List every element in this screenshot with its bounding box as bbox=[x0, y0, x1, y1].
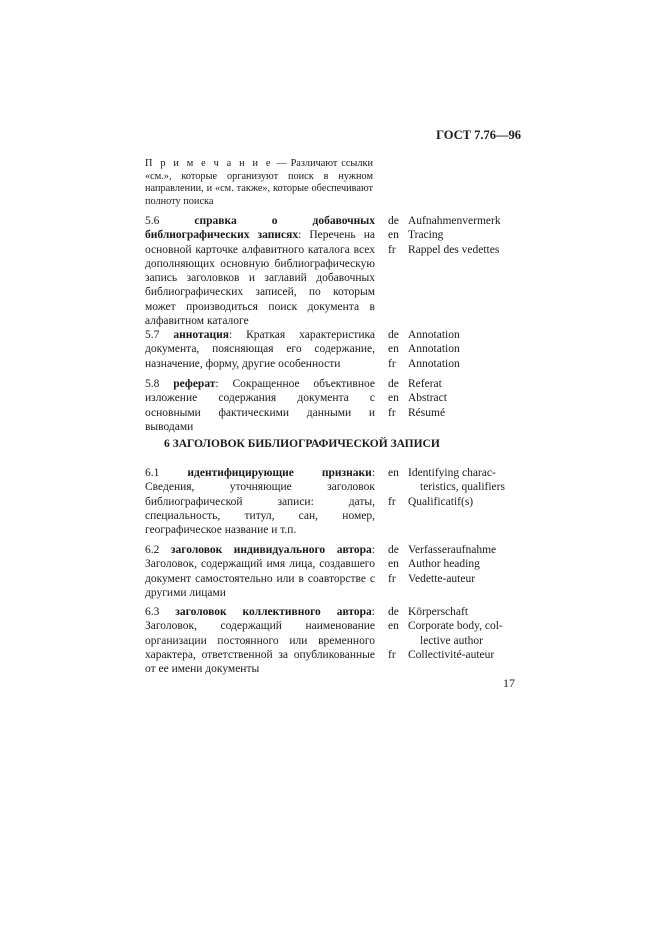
translation-de bbox=[388, 377, 518, 391]
translation-en bbox=[388, 391, 518, 405]
translation-en bbox=[388, 228, 518, 242]
translation-text: Verfasseraufnahme bbox=[408, 544, 497, 556]
lang-code: en bbox=[388, 558, 399, 571]
note-text: — Различают ссылки «см.», которые организуют поиск в нужном направлении, и «см. также», которые обеспечивают полноту поиска bbox=[145, 158, 373, 207]
translation-fr bbox=[388, 648, 518, 662]
entry-text: Перечень на основной карточке алфавитного каталога всех дополняющих основную библиографическую запись заголовков и заглавий добавочных библиографических записей, по которым может производиться поиск документа в алфавитном каталоге bbox=[145, 229, 375, 328]
lang-code: fr bbox=[388, 243, 396, 256]
lang-code: en bbox=[388, 229, 399, 242]
translation-text: Annotation bbox=[408, 357, 460, 370]
entry-translations bbox=[388, 328, 518, 371]
translation-en bbox=[388, 619, 518, 648]
translation-fr bbox=[388, 243, 518, 257]
lang-code: de bbox=[388, 329, 399, 341]
entry-translations bbox=[388, 214, 518, 257]
entry-term: реферат bbox=[173, 378, 216, 390]
entry-definition bbox=[145, 214, 375, 328]
entry-separator: : bbox=[228, 329, 233, 341]
translation-text: Corporate body, col- bbox=[408, 620, 503, 633]
translation-text: Aufnahmenvermerk bbox=[408, 215, 501, 227]
entry-number: 5.7 bbox=[145, 329, 160, 341]
entry-separator: : bbox=[371, 606, 375, 618]
translation-text: Qualificatif(s) bbox=[408, 495, 474, 508]
translation-en bbox=[388, 466, 518, 495]
entry-translations bbox=[388, 377, 518, 420]
entry-number: 5.6 bbox=[145, 215, 160, 227]
entry-term: аннотация bbox=[173, 329, 229, 341]
entry-text: Краткая характеристика документа, поясняющая его содержание, назначение, форму, другие особенности bbox=[145, 329, 375, 370]
document-code: ГОСТ 7.76—96 bbox=[436, 128, 521, 142]
entry-text: Сокращенное объективное изложение содержания документа с основными фактическими данными и выводами bbox=[145, 378, 375, 433]
entry-translations bbox=[388, 605, 518, 662]
translation-de bbox=[388, 605, 518, 619]
entry-number: 6.2 bbox=[145, 544, 160, 556]
lang-code: de bbox=[388, 606, 399, 618]
translation-de bbox=[388, 214, 518, 228]
translation-fr bbox=[388, 495, 518, 509]
entry-number: 6.1 bbox=[145, 467, 160, 479]
entry-definition bbox=[145, 377, 375, 434]
translation-continuation: lective author bbox=[420, 634, 483, 647]
section-heading: 6 ЗАГОЛОВОК БИБЛИОГРАФИЧЕСКОЙ ЗАПИСИ bbox=[164, 438, 440, 450]
entry-separator: : bbox=[371, 544, 375, 556]
entry-number: 6.3 bbox=[145, 606, 160, 618]
lang-code: de bbox=[388, 215, 399, 227]
translation-fr bbox=[388, 572, 518, 586]
page-number: 17 bbox=[503, 676, 515, 690]
lang-code: en bbox=[388, 467, 399, 479]
entry-term: заголовок индивидуального автора bbox=[170, 544, 372, 556]
lang-code: en bbox=[388, 620, 399, 633]
translation-text: Abstract bbox=[408, 392, 447, 405]
translation-fr bbox=[388, 406, 518, 420]
translation-de bbox=[388, 543, 518, 557]
lang-code: fr bbox=[388, 495, 396, 508]
entry-term: заголовок коллективного автора bbox=[175, 606, 372, 618]
lang-code: en bbox=[388, 392, 399, 405]
translation-text: Identifying charac- bbox=[408, 467, 496, 479]
entry-separator: : bbox=[215, 378, 219, 390]
entry-definition bbox=[145, 543, 375, 600]
translation-text: Author heading bbox=[408, 558, 480, 571]
translation-text: Collectivité-auteur bbox=[408, 648, 495, 661]
entry-translations bbox=[388, 543, 518, 586]
translation-text: Körperschaft bbox=[408, 606, 469, 618]
translation-continuation: teristics, qualifiers bbox=[420, 481, 505, 494]
lang-code: fr bbox=[388, 357, 396, 370]
entry-definition bbox=[145, 466, 375, 537]
entry-definition bbox=[145, 328, 375, 371]
note-label: П р и м е ч а н и е bbox=[145, 158, 273, 169]
translation-text: Annotation bbox=[408, 343, 460, 356]
translation-text: Annotation bbox=[408, 329, 460, 341]
entry-text: Заголовок, содержащий наименование организации постоянного или временного характера, ответственной за опубликованные от ее имени документы bbox=[145, 620, 375, 676]
entry-term: идентифицирующие признаки bbox=[187, 467, 372, 479]
lang-code: en bbox=[388, 343, 399, 356]
note-block bbox=[145, 158, 373, 208]
entry-separator: : bbox=[298, 229, 302, 242]
translation-en bbox=[388, 342, 518, 356]
translation-fr bbox=[388, 357, 518, 371]
translation-text: Vedette-auteur bbox=[408, 572, 476, 585]
entry-number: 5.8 bbox=[145, 378, 160, 390]
entry-definition bbox=[145, 605, 375, 676]
translation-text: Rappel des vedettes bbox=[408, 243, 500, 256]
entry-text: Заголовок, содержащий имя лица, создавшего документ самостоятельно или в соавторстве с другими лицами bbox=[145, 558, 375, 599]
translation-text: Résumé bbox=[408, 406, 446, 419]
entry-translations bbox=[388, 466, 518, 509]
lang-code: fr bbox=[388, 572, 396, 585]
translation-en bbox=[388, 557, 518, 571]
translation-de bbox=[388, 328, 518, 342]
entry-text: Сведения, уточняющие заголовок библиографической записи: даты, специальность, титул, сан, номер, географическое название и т.п. bbox=[145, 481, 375, 537]
lang-code: de bbox=[388, 378, 399, 390]
translation-text: Tracing bbox=[408, 229, 444, 242]
lang-code: fr bbox=[388, 648, 396, 661]
translation-text: Referat bbox=[408, 378, 442, 390]
lang-code: fr bbox=[388, 406, 396, 419]
lang-code: de bbox=[388, 544, 399, 556]
entry-term: справка о добавочных библиографических записях bbox=[145, 215, 375, 242]
entry-separator: : bbox=[371, 467, 376, 479]
